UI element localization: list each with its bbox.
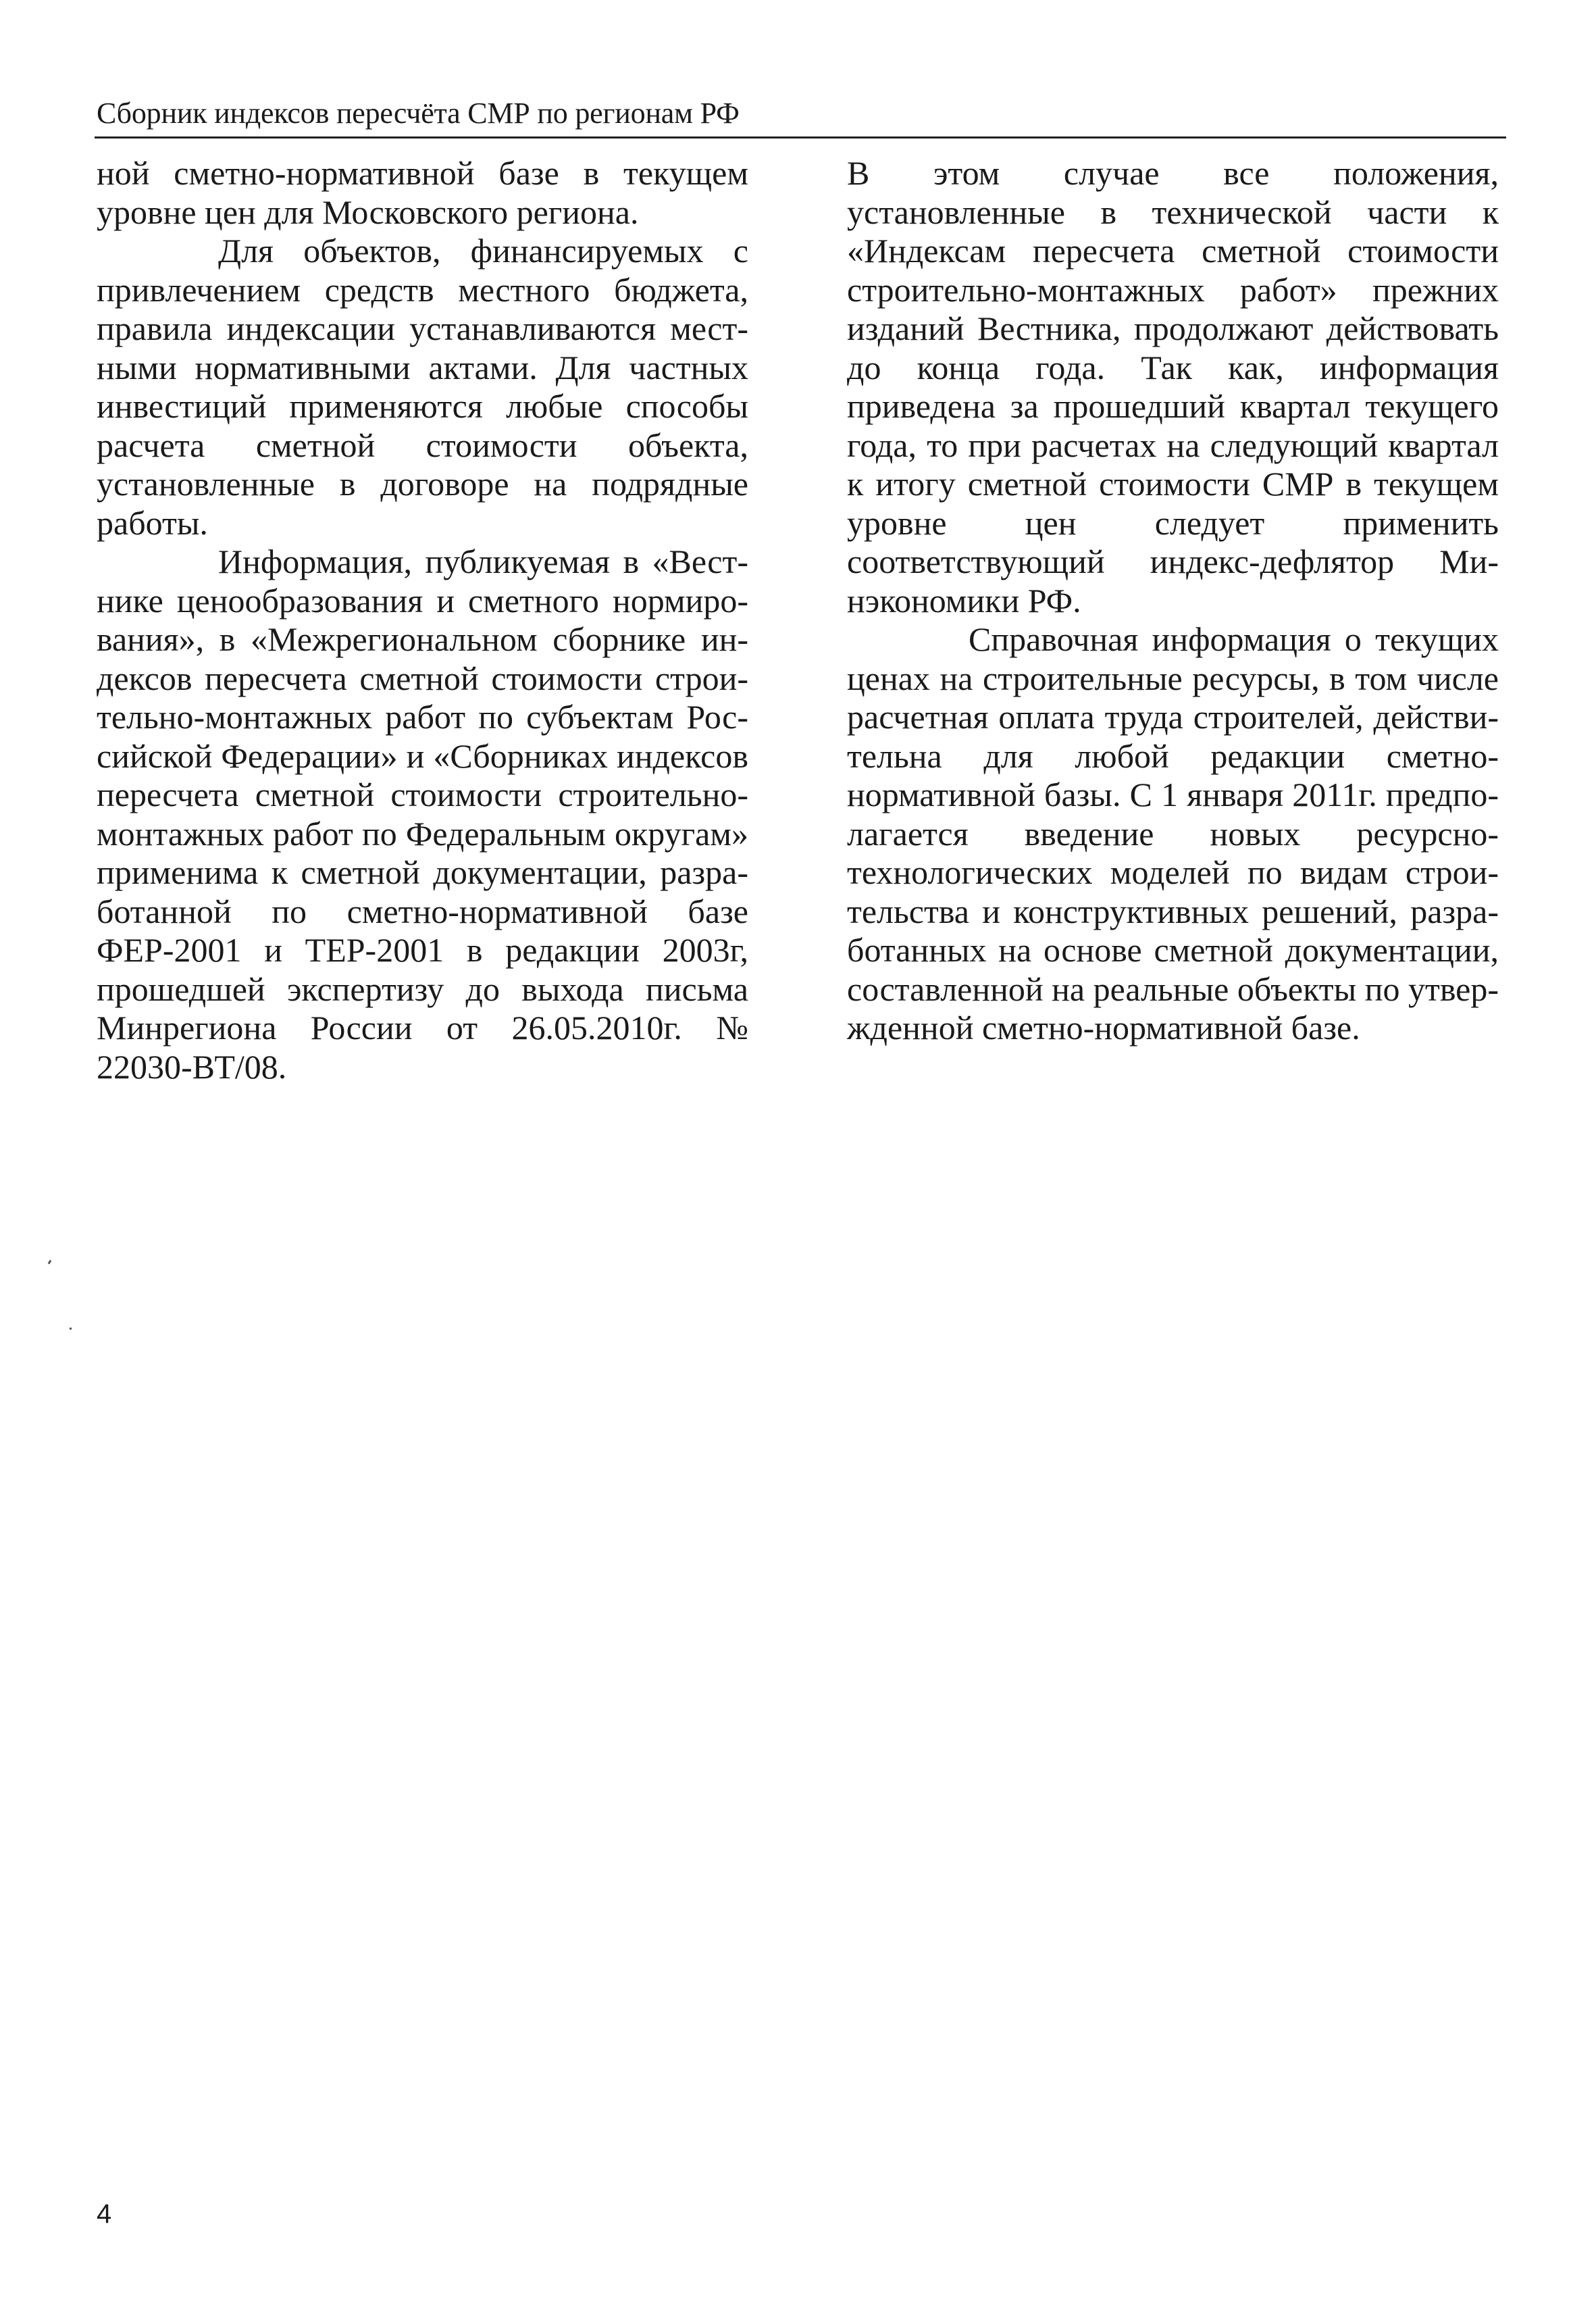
page-number: 4 bbox=[97, 2199, 112, 2229]
scan-speck bbox=[48, 1260, 52, 1265]
left-column bbox=[97, 154, 748, 1086]
paragraph-right-1: В этом случае все положения, установленные в технической части к «Индексам пересчета сметной стоимости строительно-монтажных работ» прежних изданий Вестника, продолжают действовать до конца года. Так как, информация приведена за прошедший квартал текущего года, то при расчетах на следующий квартал к итогу сметной стоимости СМР в текущем уровне цен следует применить соответствующий индекс-дефлятор Минэкономики РФ. bbox=[847, 154, 1499, 620]
paragraph-left-3: Информация, публикуемая в «Вестнике ценообразования и сметного нормирования», в «Межрегиональном сборнике индексов пересчета сметной стоимости строительно-монтажных работ по субъектам Российской Федерации» и «Сборниках индексов пересчета сметной стоимости строительно-монтажных работ по Федеральным округам» применима к сметной документации, разработанной по сметно-нормативной базе ФЕР-2001 и ТЕР-2001 в редакции 2003г, прошедшей экспертизу до выхода письма Минрегиона России от 26.05.2010г. № 22030-ВТ/08. bbox=[97, 543, 748, 1086]
paragraph-left-2: Для объектов, финансируемых с привлечением средств местного бюджета, правила индексации устанавливаются местными нормативными актами. Для частных инвестиций применяются любые способы расчета сметной стоимости объекта, установленные в договоре на подрядные работы. bbox=[97, 232, 748, 542]
paragraph-right-2: Справочная информация о текущих ценах на строительные ресурсы, в том числе расчетная оплата труда строителей, действительна для любой редакции сметно-нормативной базы. С 1 января 2011г. предполагается введение новых ресурсно-технологических моделей по видам строительства и конструктивных решений, разработанных на основе сметной документации, составленной на реальные объекты по утвержденной сметно-нормативной базе. bbox=[847, 620, 1499, 1047]
scan-speck bbox=[70, 1328, 72, 1330]
paragraph-left-1: ной сметно-нормативной базе в текущем уровне цен для Московского региона. bbox=[97, 154, 748, 231]
running-header-title: Сборник индексов пересчёта СМР по регионам РФ bbox=[97, 97, 740, 130]
right-column bbox=[847, 154, 1499, 1048]
header-rule bbox=[95, 136, 1506, 139]
